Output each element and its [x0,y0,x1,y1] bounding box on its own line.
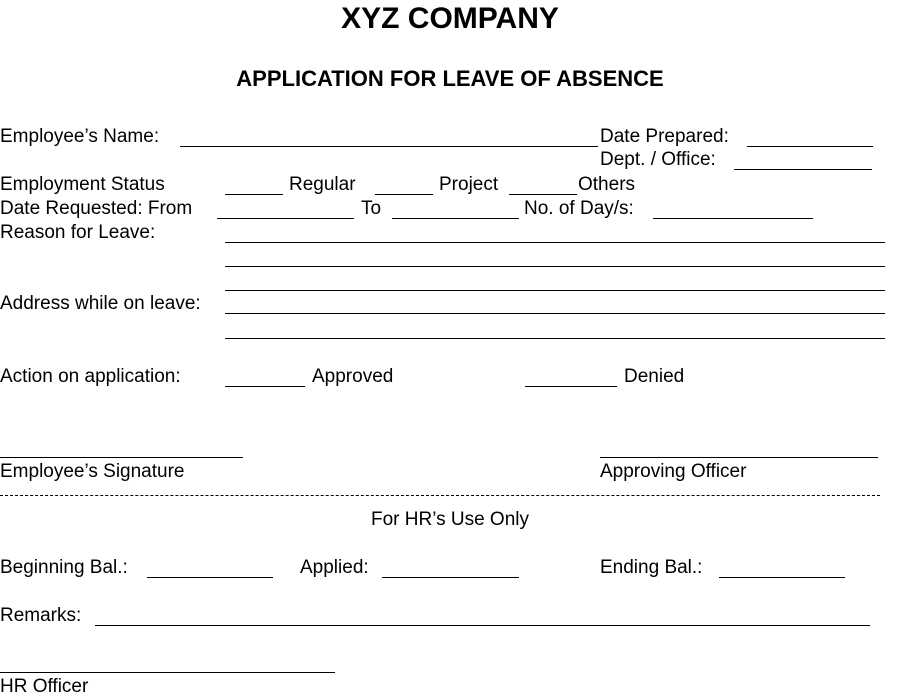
date-prepared-field[interactable] [747,146,873,147]
dept-office-field[interactable] [734,169,872,170]
date-requested-from-label: Date Requested: From [0,198,193,219]
no-of-days-field[interactable] [653,218,813,219]
ending-bal-field[interactable] [719,577,845,578]
approving-officer-line[interactable] [600,457,878,458]
address-label: Address while on leave: [0,293,201,314]
address-line-1[interactable] [225,313,885,314]
hr-section-title: For HR’s Use Only [370,509,529,530]
date-from-field[interactable] [217,218,354,219]
beginning-bal-field[interactable] [147,577,273,578]
dashed-separator [0,495,880,496]
date-to-label: To [361,198,382,219]
approved-field[interactable] [225,386,305,387]
beginning-bal-label: Beginning Bal.: [0,557,128,578]
hr-officer-signature-line[interactable] [0,672,335,673]
address-line-2[interactable] [225,338,885,339]
hr-officer-label: HR Officer [0,676,89,697]
reason-line-1[interactable] [225,242,885,243]
ending-bal-label: Ending Bal.: [600,557,703,578]
employment-status-label: Employment Status [0,174,165,195]
status-project-field[interactable] [375,194,433,195]
remarks-label: Remarks: [0,605,82,626]
reason-label: Reason for Leave: [0,222,156,243]
denied-label: Denied [624,366,685,387]
action-label: Action on application: [0,366,181,387]
status-others-label: Others [578,174,636,195]
reason-line-2[interactable] [225,266,885,267]
approved-label: Approved [312,366,394,387]
applied-label: Applied: [300,557,369,578]
applied-field[interactable] [382,577,519,578]
employee-name-field[interactable] [180,146,598,147]
employee-signature-line[interactable] [0,457,243,458]
dept-office-label: Dept. / Office: [600,149,716,170]
approving-officer-label: Approving Officer [600,461,747,482]
form-title: APPLICATION FOR LEAVE OF ABSENCE [236,66,664,91]
status-others-field[interactable] [509,194,577,195]
status-regular-label: Regular [289,174,356,195]
no-of-days-label: No. of Day/s: [524,198,634,219]
denied-field[interactable] [525,386,617,387]
date-prepared-label: Date Prepared: [600,126,729,147]
status-project-label: Project [439,174,499,195]
employee-signature-label: Employee’s Signature [0,461,185,482]
employee-name-label: Employee’s Name: [0,126,160,147]
date-to-field[interactable] [392,218,519,219]
reason-line-3[interactable] [225,290,885,291]
status-regular-field[interactable] [225,194,283,195]
company-name: XYZ COMPANY [341,2,559,35]
remarks-field[interactable] [95,625,870,626]
